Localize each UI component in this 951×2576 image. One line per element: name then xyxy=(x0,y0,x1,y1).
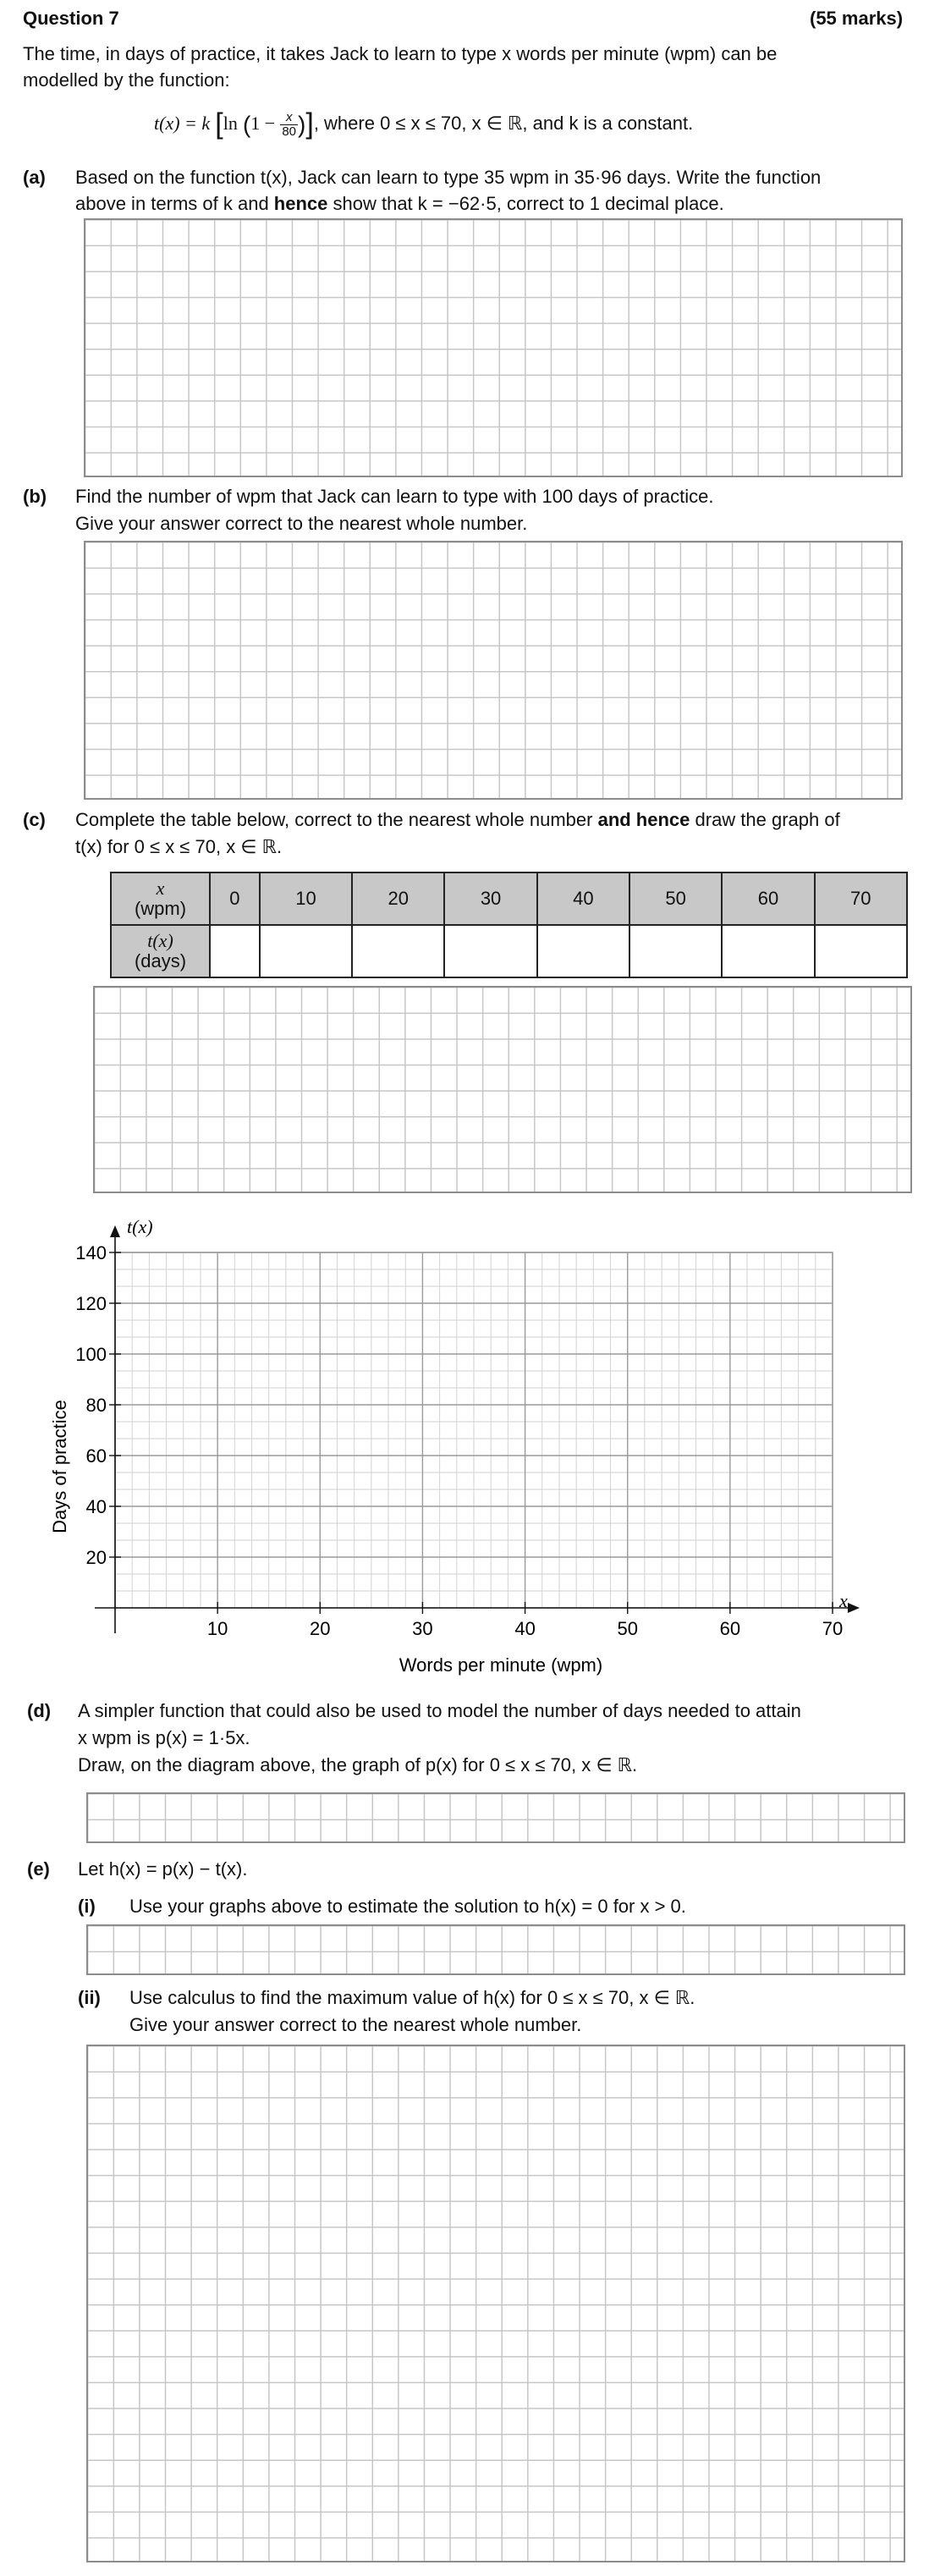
answer-grid-d[interactable] xyxy=(86,1792,905,1843)
part-b-line-2: Give your answer correct to the nearest whole number. xyxy=(75,513,528,534)
y-tick-label: 60 xyxy=(85,1445,107,1467)
part-d-line-3: Draw, on the diagram above, the graph of p(x) for 0 ≤ x ≤ 70, x ∈ ℝ. xyxy=(78,1754,638,1775)
table-answer-cell[interactable] xyxy=(815,925,907,977)
x-tick-label: 30 xyxy=(412,1618,433,1639)
part-d-line-2: x wpm is p(x) = 1·5x. xyxy=(78,1727,250,1748)
formula-one-minus: 1 − xyxy=(250,113,276,134)
part-b-line-1: Find the number of wpm that Jack can learn to type with 100 days of practice. xyxy=(75,486,714,507)
marks-label: (55 marks) xyxy=(810,8,904,29)
x-variable-label: x xyxy=(839,1590,848,1611)
x-tick-label: 60 xyxy=(719,1618,741,1639)
answer-grid-e-ii[interactable] xyxy=(86,2045,905,2562)
y-tick-label: 120 xyxy=(75,1293,107,1314)
part-e-i-text: Use your graphs above to estimate the solution to h(x) = 0 for x > 0. xyxy=(129,1896,686,1917)
formula-fraction xyxy=(280,111,298,139)
values-table xyxy=(110,872,908,978)
x-tick-label: 40 xyxy=(514,1618,536,1639)
question-title: Question 7 xyxy=(23,8,119,29)
answer-grid-c[interactable] xyxy=(93,986,912,1193)
table-answer-cell[interactable] xyxy=(260,925,352,977)
formula-frac-num: x xyxy=(280,111,298,125)
graph-axes[interactable] xyxy=(0,1202,951,1684)
table-answer-cell[interactable] xyxy=(210,925,260,977)
x-tick-label: 70 xyxy=(822,1618,844,1639)
table-cell-x: 40 xyxy=(537,872,629,925)
table-answer-cell[interactable] xyxy=(537,925,629,977)
x-tick-label: 20 xyxy=(310,1618,331,1639)
y-tick-label: 80 xyxy=(85,1395,107,1416)
table-cell-x: 0 xyxy=(210,872,260,925)
formula-frac-den: 80 xyxy=(282,124,297,139)
table-answer-cell[interactable] xyxy=(629,925,722,977)
intro-line-2: modelled by the function: xyxy=(23,69,230,91)
table-cell-x: 50 xyxy=(629,872,722,925)
formula-lhs: t(x) = k xyxy=(154,113,211,134)
table-cell-x: 60 xyxy=(722,872,814,925)
part-d-line-1: A simpler function that could also be used to model the number of days needed to attain xyxy=(78,1700,801,1721)
formula-ln: ln xyxy=(223,113,238,134)
x-tick-label: 50 xyxy=(617,1618,638,1639)
part-c-label: (c) xyxy=(23,809,46,830)
table-cell-x: 10 xyxy=(260,872,352,925)
x-tick-label: 10 xyxy=(206,1618,228,1639)
table-cell-x: 70 xyxy=(815,872,907,925)
y-axis-title: Days of practice xyxy=(49,1400,70,1533)
table-head-t: t(x) (days) xyxy=(111,925,210,977)
table-answer-cell[interactable] xyxy=(352,925,444,977)
part-e-ii-line-1: Use calculus to find the maximum value of h(x) for 0 ≤ x ≤ 70, x ∈ ℝ. xyxy=(129,1987,695,2008)
part-c-line-1: Complete the table below, correct to the nearest whole number and hence draw the graph of xyxy=(75,809,840,830)
part-a-line-1: Based on the function t(x), Jack can learn to type 35 wpm in 35·96 days. Write the function xyxy=(75,167,822,188)
x-axis-title: Words per minute (wpm) xyxy=(399,1654,603,1676)
table-cell-x: 30 xyxy=(444,872,536,925)
answer-grid-b[interactable] xyxy=(84,541,903,800)
table-row-x xyxy=(111,872,907,925)
y-tick-label: 100 xyxy=(75,1344,107,1365)
model-formula: t(x) = k [ln (1 − $\frac{x}{80}$ )], where 0 ≤ x ≤ 70, x ∈ ℝ, and k is a constant. xyxy=(154,107,694,140)
part-a-line-2: above in terms of k and hence show that k = −62·5, correct to 1 decimal place. xyxy=(75,193,724,214)
table-row-t xyxy=(111,925,907,977)
part-e-line-1: Let h(x) = p(x) − t(x). xyxy=(78,1858,248,1880)
part-d-label: (d) xyxy=(27,1700,52,1721)
y-tick-label: 20 xyxy=(85,1547,107,1568)
part-a-label: (a) xyxy=(23,167,46,188)
part-e-ii-label: (ii) xyxy=(78,1987,101,2008)
answer-grid-a[interactable] xyxy=(84,218,903,477)
answer-grid-e-i[interactable] xyxy=(86,1924,905,1975)
table-answer-cell[interactable] xyxy=(722,925,814,977)
table-answer-cell[interactable] xyxy=(444,925,536,977)
part-e-ii-line-2: Give your answer correct to the nearest whole number. xyxy=(129,2014,582,2035)
y-variable-label: t(x) xyxy=(127,1216,153,1237)
part-e-i-label: (i) xyxy=(78,1896,96,1917)
table-cell-x: 20 xyxy=(352,872,444,925)
part-e-label: (e) xyxy=(27,1858,50,1880)
y-tick-label: 140 xyxy=(75,1242,107,1263)
intro-line-1: The time, in days of practice, it takes Jack to learn to type x words per minute (wpm) can be xyxy=(23,43,778,64)
table-head-x: x (wpm) xyxy=(111,872,210,925)
y-tick-label: 40 xyxy=(85,1496,107,1517)
part-c-line-2: t(x) for 0 ≤ x ≤ 70, x ∈ ℝ. xyxy=(75,836,283,857)
part-b-label: (b) xyxy=(23,486,47,507)
formula-condition: , where 0 ≤ x ≤ 70, x ∈ ℝ, and k is a constant. xyxy=(313,113,694,134)
